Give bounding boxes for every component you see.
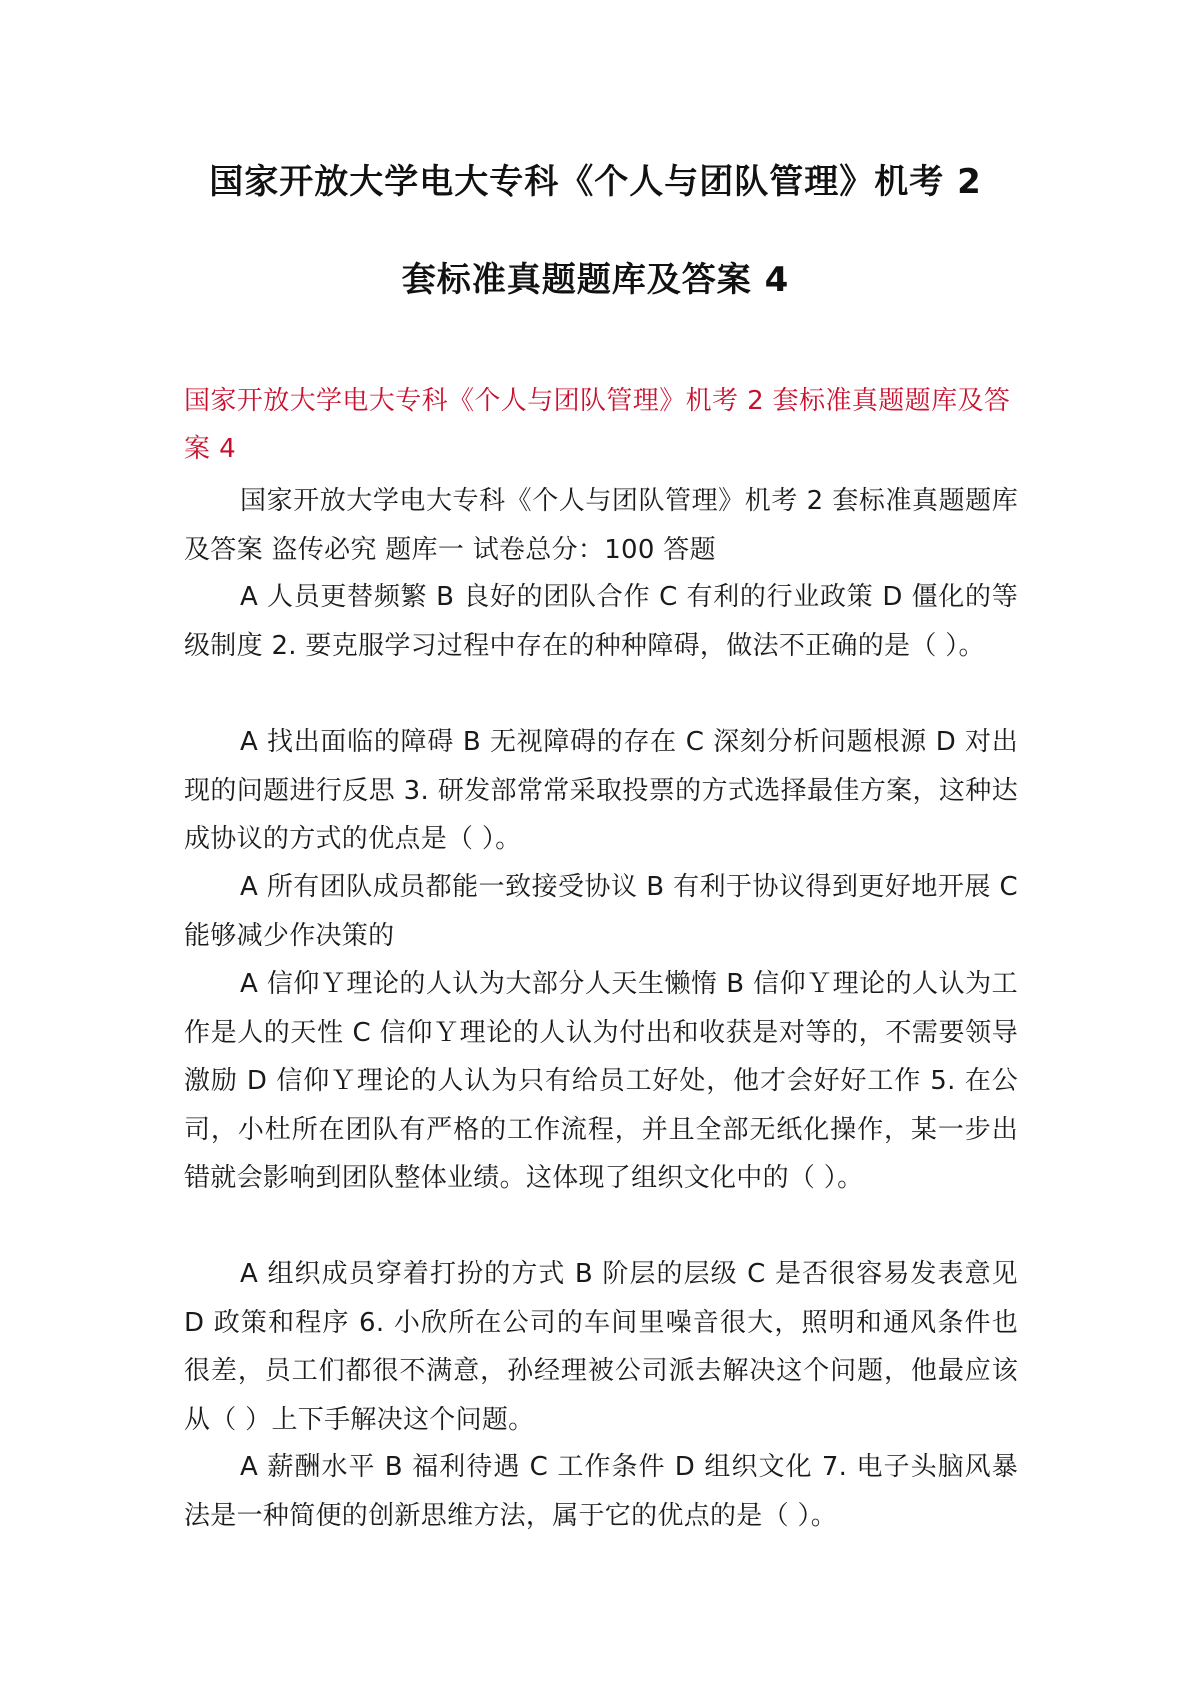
paragraph-question-options: A 找出面临的障碍 B 无视障碍的存在 C 深刻分析问题根源 D 对出现的问题进行反思 3. 研发部常常采取投票的方式选择最佳方案，这种达成协议的方式的优点是（ ）。 (184, 727, 1018, 854)
section-heading: 国家开放大学电大专科《个人与团队管理》机考 2 套标准真题题库及答案 4 (184, 386, 1011, 464)
paragraph-intro: 国家开放大学电大专科《个人与团队管理》机考 2 套标准真题题库及答案 盗传必究 题库一 试卷总分：100 答题 (184, 486, 1018, 565)
document-title-line-2: 套标准真题题库及答案 4 (401, 260, 790, 300)
paragraph-question-options: A 组织成员穿着打扮的方式 B 阶层的层级 C 是否很容易发表意见 D 政策和程序 6. 小欣所在公司的车间里噪音很大，照明和通风条件也很差，员工们都很不满意，孙经理被公司派去解决这个问题，他最应该从（ ）上下手解决这个问题。 (184, 1259, 1018, 1435)
paragraph-question-options: A 所有团队成员都能一致接受协议 B 有利于协议得到更好地开展 C 能够减少作决策的 (184, 872, 1018, 951)
paragraph-question-options: A 人员更替频繁 B 良好的团队合作 C 有利的行业政策 D 僵化的等级制度 2. 要克服学习过程中存在的种种障碍，做法不正确的是（ ）。 (184, 582, 1018, 661)
paragraph-question-options: A 薪酬水平 B 福利待遇 C 工作条件 D 组织文化 7. 电子头脑风暴法是一种简便的创新思维方法，属于它的优点的是（ ）。 (184, 1452, 1018, 1531)
paragraph-question-options: A 信仰Ｙ理论的人认为大部分人天生懒惰 B 信仰Ｙ理论的人认为工作是人的天性 C 信仰Ｙ理论的人认为付出和收获是对等的，不需要领导激励 D 信仰Ｙ理论的人认为只有给员工好处，他才会好好工作 5. 在公司，小杜所在团队有严格的工作流程，并且全部无纸化操作，某一步出错就会影响到团队整体业绩。这体现了组织文化中的（ ）。 (184, 969, 1018, 1193)
document-title-line-1: 国家开放大学电大专科《个人与团队管理》机考 2 (209, 162, 982, 202)
